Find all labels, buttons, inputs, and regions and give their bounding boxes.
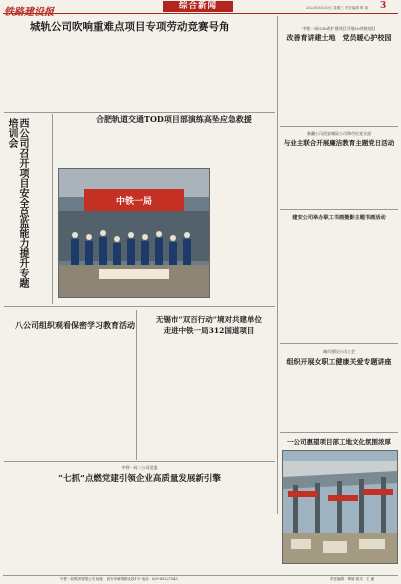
photo-caption <box>212 168 274 296</box>
party-headline: 八公司组织观看保密学习教育活动 <box>15 320 135 330</box>
party-body-col2 <box>70 334 132 454</box>
top-main-headline: 城轨公司吹响重难点项目专项劳动竞赛号角 <box>30 21 230 33</box>
column-divider <box>277 16 278 514</box>
right-top-body-col2 <box>341 45 397 123</box>
top-rule <box>3 13 398 14</box>
section-banner: 综合新闻 <box>163 1 233 12</box>
top-main-body-col3 <box>156 35 212 110</box>
union-body-col2 <box>341 370 397 428</box>
footer-rule <box>3 575 398 576</box>
right-divider-1 <box>280 126 398 127</box>
divider-2 <box>4 306 275 307</box>
right-divider-3 <box>280 343 398 344</box>
vertical-article-body <box>21 118 49 293</box>
tod-body-col1 <box>58 129 128 165</box>
issue-info: 2023年8月30日 星期三 责任编辑 覃 斌 <box>306 6 369 10</box>
right-mid2-body-col1 <box>281 224 337 322</box>
bottom-main-body-col1 <box>6 487 68 573</box>
photo-story-headline: 一公司惠望项目部工地文化氛围浓厚 <box>287 438 391 446</box>
right-divider-4 <box>280 432 398 433</box>
wuxi-body-col1 <box>140 338 204 458</box>
bottom-main-headline: “七抓”点燃党建引领企业高质量发展新引擎 <box>58 474 221 484</box>
right-mid-body-col2 <box>341 149 397 205</box>
rescue-drill-photo <box>58 168 210 298</box>
construction-site-photo <box>282 450 398 564</box>
right-mid2-body-col2 <box>341 224 397 322</box>
bottom-main-body-col4 <box>208 487 274 573</box>
tod-body-col3 <box>206 129 274 165</box>
right-mid-kicker: 新疆公司西安城际公司和市民党支部 <box>307 131 371 136</box>
bottom-main-kicker: 中铁一局二公司党委 <box>121 465 158 470</box>
top-main-body-col1 <box>6 35 84 110</box>
right-top-kicker: 中铁一局G30改扩建项目开展10项规划目 <box>302 26 376 31</box>
party-body-col1 <box>6 334 66 454</box>
right-mid2-headline: 建安公司举办职工书画摄影主题书画活动 <box>292 215 386 221</box>
wuxi-headline-line2: 走进中铁一局312国道项目 <box>163 326 255 335</box>
bottom-main-body-col2 <box>72 487 134 573</box>
top-main-body-col4 <box>216 35 274 110</box>
tod-headline: 合肥轨道交通TOD项目部演练高坠应急救援 <box>96 114 252 124</box>
top-main-body-col2 <box>88 35 152 110</box>
page-number: 3 <box>380 1 387 11</box>
tod-body-col2 <box>132 129 202 165</box>
union-kicker: 城市建设公司工会 <box>323 349 355 354</box>
party-divider <box>136 310 137 460</box>
wuxi-body-col2 <box>208 338 274 458</box>
footer-editors: 责任编辑：覃斌 版式：王 丽 <box>330 577 375 581</box>
vertical-divider <box>52 114 53 304</box>
divider-3 <box>4 461 275 462</box>
vertical-headline: 西公司召开项目安全总监能力提升专题培训会 <box>6 118 28 288</box>
rescue-drill-illustration <box>59 169 209 297</box>
construction-site-illustration <box>283 451 397 563</box>
right-top-headline: 改善育讲建土地 党员暖心护校园 <box>286 33 392 42</box>
paper-name <box>4 3 54 18</box>
footer-note: 中铁一局集团有限公司 地址：西安市雁塔路北段1号 电话：029-85227543 <box>60 577 178 581</box>
union-headline: 组织开展女职工健康关爱专题讲座 <box>286 357 392 366</box>
bottom-main-body-col3 <box>138 487 204 573</box>
wuxi-headline-line1: 无锡市“双百行动”境对共建单位 <box>155 315 263 324</box>
divider-1 <box>4 112 275 113</box>
union-body-col1 <box>281 370 337 428</box>
right-top-body-col1 <box>281 45 337 123</box>
right-mid-body-col1 <box>281 149 337 205</box>
photo-banner-text: 中铁一局 <box>115 197 153 207</box>
right-divider-2 <box>280 209 398 210</box>
right-mid-headline: 与业主联合开展廉洁教育主题党日活动 <box>283 139 395 147</box>
